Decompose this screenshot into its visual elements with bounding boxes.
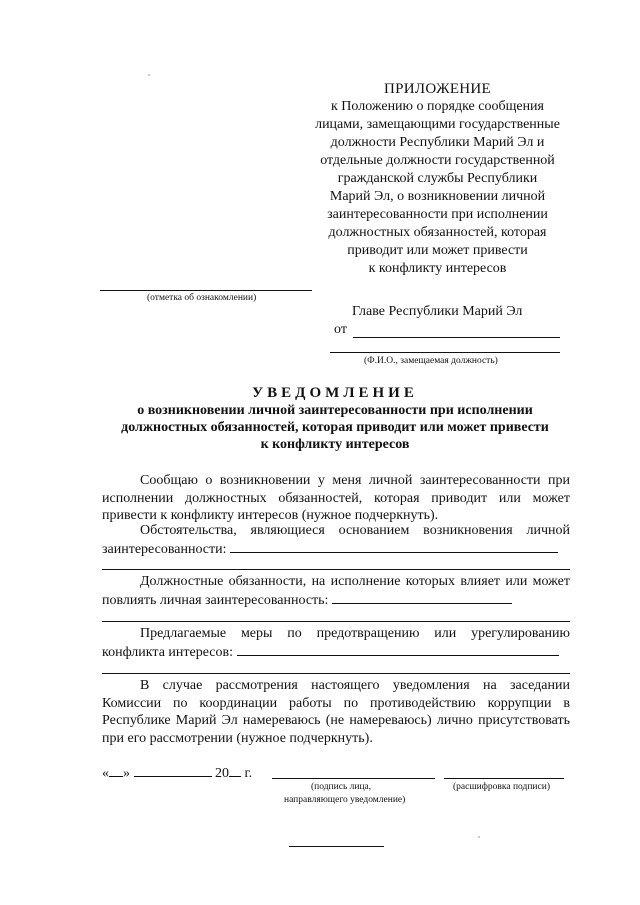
signature-field[interactable] (272, 778, 435, 779)
notice-title: УВЕДОМЛЕНИЕ (252, 385, 418, 401)
fio-note: (Ф.И.О., замещаемая должность) (364, 356, 498, 366)
duties-text: Должностные обязанности, на исполнение которых влияет или может повлиять личная заинтересованность: (102, 574, 570, 608)
appendix-line: Марий Эл, о возникновении личной (329, 189, 546, 204)
paragraph-duties (102, 573, 570, 609)
ack-signature-line[interactable] (100, 290, 312, 291)
month-field[interactable] (134, 764, 212, 777)
signer-note-1: (подпись лица, (311, 782, 372, 792)
appendix-line: заинтересованности при исполнении (327, 207, 548, 222)
notice-subtitle-line: должностных обязанностей, которая приводит или может привести (121, 420, 549, 435)
decode-field[interactable] (444, 778, 564, 779)
appendix-line: должности Республики Марий Эл и (330, 135, 545, 150)
appendix-line: должностных обязанностей, которая (328, 225, 547, 240)
date-open-quote: « (102, 766, 109, 781)
appendix-line: приводит или может привести (347, 243, 528, 258)
circumstances-field-2[interactable] (102, 569, 570, 570)
closing-rule (289, 846, 384, 847)
day-field[interactable] (109, 764, 123, 777)
paragraph-measures (102, 625, 570, 661)
from-field[interactable] (353, 337, 560, 338)
ack-note: (отметка об ознакомлении) (147, 293, 257, 303)
addressee-to: Главе Республики Марий Эл (352, 304, 523, 319)
from-label: от (334, 322, 347, 337)
year-suffix: г. (244, 766, 253, 781)
date-close-quote: » (123, 766, 130, 781)
appendix-line: гражданской службы Республики (337, 171, 538, 186)
paragraph-circumstances (102, 522, 570, 558)
scan-speck (478, 836, 480, 838)
appendix-line: лицами, замещающими государственные (315, 117, 560, 132)
duties-field-2[interactable] (102, 621, 570, 622)
decode-note: (расшифровка подписи) (453, 782, 550, 792)
circumstances-text: Обстоятельства, являющиеся основанием возникновения личной заинтересованности: (102, 523, 570, 557)
notice-subtitle-line: о возникновении личной заинтересованности при исполнении (137, 403, 533, 418)
appendix-line: отдельные должности государственной (320, 153, 555, 168)
notice-heading (100, 384, 570, 453)
appendix-block (300, 80, 575, 278)
duties-field[interactable] (332, 591, 512, 604)
circumstances-field[interactable] (230, 540, 558, 553)
scan-speck (148, 74, 150, 76)
appendix-line: к Положению о порядке сообщения (331, 99, 544, 114)
measures-field-2[interactable] (102, 673, 570, 674)
signer-note-2: направляющего уведомление) (284, 795, 406, 805)
appendix-line: к конфликту интересов (368, 261, 507, 276)
measures-text: Предлагаемые меры по предотвращению или урегулированию конфликта интересов: (102, 626, 570, 660)
measures-field[interactable] (237, 643, 559, 656)
paragraph-commission: В случае рассмотрения настоящего уведомления на заседании Комиссии по координации работы по противодействию коррупции в Республике Марий Эл намереваюсь (не намереваюсь) лично присутствовать при его рассмотрении (нужное подчеркнуть). (102, 678, 570, 746)
fio-field[interactable] (330, 352, 560, 353)
date-row (102, 764, 252, 782)
paragraph-intro: Сообщаю о возникновении у меня личной заинтересованности при исполнении должностных обязанностей, которая приводит или может привести к конфликту интересов (нужное подчеркнуть). (102, 473, 570, 523)
year-prefix: 20 (215, 766, 229, 781)
notice-subtitle-line: к конфликту интересов (260, 437, 410, 452)
year-field[interactable] (229, 764, 241, 777)
appendix-title: ПРИЛОЖЕНИЕ (383, 81, 492, 97)
